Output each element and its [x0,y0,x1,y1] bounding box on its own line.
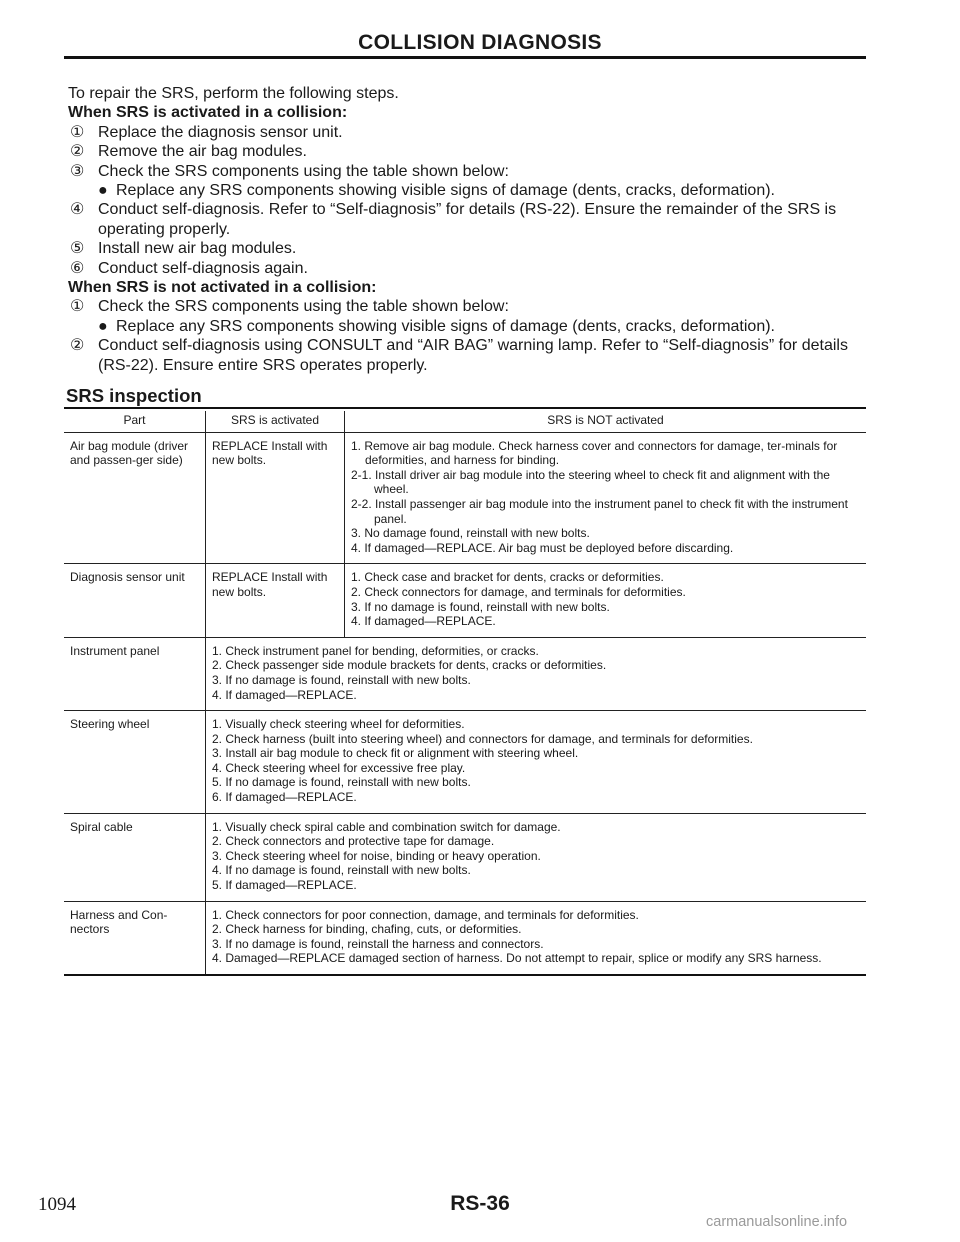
list-item: 3. If no damage is found, reinstall the harness and connectors. [212,936,544,951]
list-item: 5. If damaged—REPLACE. [212,878,357,893]
activated-step-3 [68,162,868,181]
list-item: 2. Check passenger side module brackets for dents, cracks or deformities. [212,658,607,673]
step-text: Conduct self-diagnosis again. [98,259,308,277]
table-row [64,901,866,975]
step-number: ① [70,298,85,316]
list-item: 2-1. Install driver air bag module into the steering wheel to check fit and alignment with the wheel. [351,467,830,497]
table-row [64,813,866,901]
part-cell: Air bag module (driver and passen-ger side) [64,432,206,564]
check-cell [206,901,867,975]
list-item: 2. Check harness (built into steering wheel) and connectors for damage, and terminals for deformities. [212,731,753,746]
table-row [64,711,866,814]
watermark: carmanualsonline.info [706,1214,848,1230]
list-item: 4. If no damage is found, reinstall with new bolts. [212,863,471,878]
part-cell: Steering wheel [64,711,206,814]
list-item: 3. Check steering wheel for noise, binding or heavy operation. [212,848,541,863]
list-item: 1. Visually check steering wheel for deformities. [212,717,465,732]
activated-cell: REPLACE Install with new bolts. [206,432,345,564]
step-number: ④ [70,201,85,219]
list-item: 3. No damage found, reinstall with new bolts. [351,526,590,541]
intro-text: To repair the SRS, perform the following steps. [68,85,399,102]
check-cell [206,813,867,901]
list-item: 4. Check steering wheel for excessive free play. [212,760,466,775]
list-item: 1. Check instrument panel for bending, deformities, or cracks. [212,643,539,658]
header-rule [64,56,866,59]
list-item: 1. Check case and bracket for dents, cracks or deformities. [351,570,664,585]
bullet-icon: ● [98,182,108,200]
list-item: 4. If damaged—REPLACE. [212,687,357,702]
list-item: 2. Check connectors and protective tape for damage. [212,834,495,849]
part-cell: Harness and Con-nectors [64,901,206,975]
step-text: Replace the diagnosis sensor unit. [98,123,343,141]
part-cell: Spiral cable [64,813,206,901]
table-row [64,564,866,637]
step-text: Check the SRS components using the table shown below: [98,162,509,180]
list-item: 5. If no damage is found, reinstall with new bolts. [212,775,471,790]
activated-step-4 [68,200,868,239]
section-rule [64,407,866,409]
table-row [64,432,866,564]
check-cell [206,711,867,814]
activated-cell: REPLACE Install with new bolts. [206,564,345,637]
not-activated-step-1 [68,297,868,316]
list-item: 3. If no damage is found, reinstall with new bolts. [351,599,610,614]
list-item: 4. If damaged—REPLACE. Air bag must be deployed before discarding. [351,540,734,555]
list-item: 4. Damaged—REPLACE damaged section of harness. Do not attempt to repair, splice or modify any SRS harness. [212,951,822,966]
step-number: ⑤ [70,240,85,258]
list-item: 3. If no damage is found, reinstall with new bolts. [212,672,471,687]
list-item: 2-2. Install passenger air bag module into the instrument panel to check fit with the instrument panel. [351,496,848,526]
list-item: 4. If damaged—REPLACE. [351,614,496,629]
step-text: Install new air bag modules. [98,240,297,258]
list-item: 1. Remove air bag module. Check harness cover and connectors for damage, ter-minals for deformities, and harness for binding. [351,438,838,468]
not-activated-cell [345,432,867,564]
activated-step-6 [68,259,868,278]
list-item: 6. If damaged—REPLACE. [212,790,357,805]
step-number: ③ [70,162,85,180]
step-number: ② [70,337,85,355]
step-text: Conduct self-diagnosis using CONSULT and “AIR BAG” warning lamp. Refer to “Self-diagnosis” for details (RS-22). Ensure entire SRS operates properly. [98,337,848,374]
not-activated-heading: When SRS is not activated in a collision: [68,279,377,297]
list-item: 1. Visually check spiral cable and combination switch for damage. [212,819,561,834]
activated-step-5 [68,239,868,258]
not-activated-cell [345,564,867,637]
step-number: ① [70,123,85,141]
intro-section [68,84,868,375]
table-header-row [64,411,866,432]
part-cell: Diagnosis sensor unit [64,564,206,637]
column-header-not-activated: SRS is NOT activated [345,411,867,432]
activated-step-2 [68,142,868,161]
not-activated-step-2 [68,336,868,375]
list-item: 1. Check connectors for poor connection, damage, and terminals for deformities. [212,907,639,922]
not-activated-bullet [68,317,868,336]
column-header-activated: SRS is activated [206,411,345,432]
part-cell: Instrument panel [64,637,206,710]
step-text: Conduct self-diagnosis. Refer to “Self-diagnosis” for details (RS-22). Ensure the remainder of the SRS is operating properly. [98,201,837,238]
bullet-icon: ● [98,317,108,335]
activated-heading: When SRS is activated in a collision: [68,104,348,122]
srs-inspection-table [64,411,866,976]
column-header-part: Part [64,411,206,432]
bullet-text: Replace any SRS components showing visible signs of damage (dents, cracks, deformation). [116,317,775,335]
list-item: 2. Check connectors for damage, and terminals for deformities. [351,584,686,599]
page-number: 1094 [38,1194,76,1215]
bullet-text: Replace any SRS components showing visible signs of damage (dents, cracks, deformation). [116,182,775,200]
list-item: 3. Install air bag module to check fit or alignment with steering wheel. [212,746,579,761]
list-item: 2. Check harness for binding, chafing, cuts, or deformities. [212,922,522,937]
step-number: ⑥ [70,259,85,277]
step-number: ② [70,143,85,161]
activated-bullet [68,181,868,200]
activated-step-1 [68,123,868,142]
step-text: Check the SRS components using the table shown below: [98,298,509,316]
check-cell [206,637,867,710]
table-row [64,637,866,710]
step-text: Remove the air bag modules. [98,143,307,161]
page-title: COLLISION DIAGNOSIS [358,31,602,54]
page-code: RS-36 [450,1192,510,1215]
section-title: SRS inspection [66,385,202,406]
